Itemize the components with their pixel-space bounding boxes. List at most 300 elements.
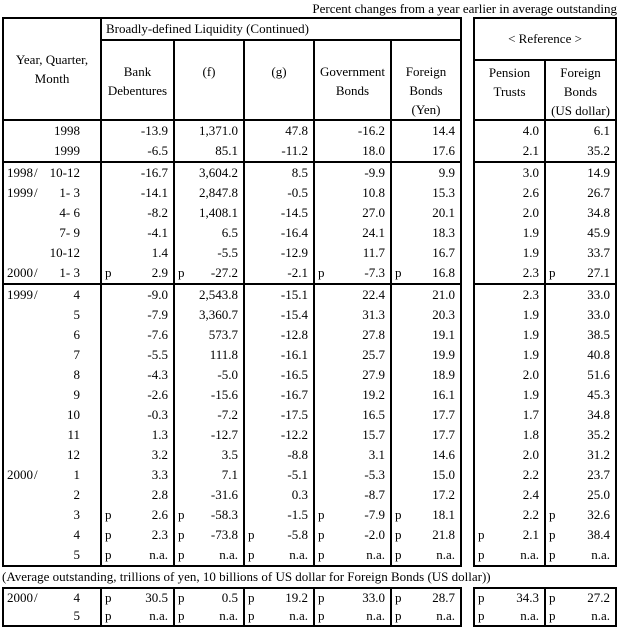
- cell-value: 27.9: [362, 367, 385, 382]
- value-cell: [245, 263, 315, 283]
- cell-value: 2.1: [522, 527, 539, 542]
- cell-value: -7.2: [217, 407, 238, 422]
- value-cell: [392, 485, 460, 505]
- period-label: 10: [67, 407, 80, 422]
- table-row: [475, 589, 615, 607]
- cell-value: 35.2: [587, 427, 610, 442]
- value-cell: [546, 405, 615, 425]
- value-cell: [245, 365, 315, 385]
- cell-value: n.a.: [219, 608, 238, 623]
- value-cell: [475, 223, 546, 243]
- cell-value: -16.7: [140, 165, 168, 180]
- value-cell: [392, 203, 460, 223]
- cell-value: 4.0: [522, 123, 539, 138]
- year-label: [4, 141, 34, 161]
- cell-value: 21.8: [432, 527, 455, 542]
- preliminary-marker: p: [318, 265, 325, 280]
- value-cell: [175, 445, 245, 465]
- preliminary-marker: p: [178, 265, 185, 280]
- value-cell: [392, 223, 460, 243]
- cell-value: -5.0: [217, 367, 238, 382]
- preliminary-marker: p: [478, 608, 485, 623]
- cell-value: n.a.: [520, 608, 539, 623]
- cell-value: -14.1: [140, 185, 168, 200]
- period-label: 1- 3: [59, 185, 80, 200]
- table-row: [4, 405, 460, 425]
- cell-value: -4.1: [147, 225, 168, 240]
- table-row: [4, 163, 460, 183]
- period-cell: [4, 525, 102, 545]
- cell-value: 33.0: [587, 307, 610, 322]
- cell-value: n.a.: [436, 547, 455, 562]
- value-cell: [392, 263, 460, 283]
- preliminary-marker: p: [105, 590, 112, 605]
- column-header-line: Foreign: [560, 65, 601, 80]
- preliminary-marker: p: [318, 507, 325, 522]
- preliminary-marker: p: [549, 265, 556, 280]
- cell-value: -12.9: [280, 245, 308, 260]
- column-header-line: Bonds: [563, 84, 598, 99]
- year-label: 1999: [7, 185, 33, 200]
- cell-value: -8.8: [287, 447, 308, 462]
- value-cell: [475, 121, 546, 141]
- value-cell: [245, 305, 315, 325]
- cell-value: 27.2: [587, 590, 610, 605]
- table-row: [475, 485, 615, 505]
- value-cell: [175, 385, 245, 405]
- table-row: [475, 223, 615, 243]
- cell-value: 27.8: [362, 327, 385, 342]
- value-cell: [175, 505, 245, 525]
- value-cell: [475, 365, 546, 385]
- value-cell: [102, 425, 175, 445]
- period-label: 1- 3: [59, 265, 80, 280]
- value-cell: [475, 445, 546, 465]
- cell-value: 14.6: [432, 447, 455, 462]
- value-cell: [392, 545, 460, 565]
- column-header-line: (Yen): [411, 102, 441, 117]
- value-cell: [175, 183, 245, 203]
- table-row: [475, 141, 615, 161]
- slash: /: [34, 265, 38, 280]
- value-cell: [475, 545, 546, 565]
- slash: [34, 505, 44, 525]
- value-cell: [392, 445, 460, 465]
- slash: [34, 325, 44, 345]
- value-cell: [315, 365, 392, 385]
- value-cell: [546, 163, 615, 183]
- value-cell: [546, 183, 615, 203]
- value-cell: [102, 203, 175, 223]
- table-row: [475, 285, 615, 305]
- cell-value: 27.0: [362, 205, 385, 220]
- cell-value: n.a.: [436, 608, 455, 623]
- value-cell: [392, 141, 460, 161]
- cell-value: 1.9: [522, 387, 539, 402]
- cell-value: 25.7: [362, 347, 385, 362]
- value-cell: [392, 121, 460, 141]
- preliminary-marker: p: [395, 590, 402, 605]
- value-cell: [546, 305, 615, 325]
- preliminary-marker: p: [105, 608, 112, 623]
- value-cell: [315, 589, 392, 607]
- period-cell: [4, 345, 102, 365]
- value-cell: [245, 203, 315, 223]
- units-footnote: (Average outstanding, trillions of yen, 10 billions of US dollar for Foreign Bonds (US dollar)): [2, 569, 491, 584]
- value-cell: [475, 325, 546, 345]
- cell-value: 2.3: [522, 265, 539, 280]
- value-cell: [245, 545, 315, 565]
- cell-value: -7.9: [364, 507, 385, 522]
- value-cell: [102, 385, 175, 405]
- value-cell: [315, 243, 392, 263]
- value-cell: [392, 465, 460, 485]
- value-cell: [546, 325, 615, 345]
- cell-value: 45.3: [587, 387, 610, 402]
- value-cell: [475, 183, 546, 203]
- table-row: [4, 243, 460, 263]
- period-cell: [4, 545, 102, 565]
- cell-value: -12.7: [210, 427, 238, 442]
- value-cell: [175, 141, 245, 161]
- preliminary-marker: p: [395, 507, 402, 522]
- value-cell: [315, 345, 392, 365]
- value-cell: [245, 325, 315, 345]
- cell-value: -73.8: [210, 527, 238, 542]
- value-cell: [102, 525, 175, 545]
- value-cell: [315, 385, 392, 405]
- value-cell: [102, 445, 175, 465]
- table-row: [4, 525, 460, 545]
- cell-value: 18.1: [432, 507, 455, 522]
- cell-value: n.a.: [366, 547, 385, 562]
- value-cell: [245, 465, 315, 485]
- cell-value: -0.3: [147, 407, 168, 422]
- table-row: [475, 405, 615, 425]
- cell-value: -4.3: [147, 367, 168, 382]
- cell-value: -5.5: [217, 245, 238, 260]
- value-cell: [546, 525, 615, 545]
- slash: [34, 485, 44, 505]
- cell-value: -15.6: [210, 387, 238, 402]
- reference-table-body: [475, 121, 615, 565]
- table-row: [4, 141, 460, 161]
- cell-value: 22.4: [362, 287, 385, 302]
- column-header-line: Bank: [123, 64, 152, 79]
- value-cell: [245, 285, 315, 305]
- value-cell: [392, 589, 460, 607]
- period-cell: [4, 163, 102, 183]
- cell-value: n.a.: [520, 547, 539, 562]
- value-cell: [475, 485, 546, 505]
- slash: [34, 121, 44, 141]
- cell-value: 34.3: [516, 590, 539, 605]
- cell-value: n.a.: [289, 547, 308, 562]
- cell-value: -9.9: [364, 165, 385, 180]
- cell-value: 6.5: [221, 225, 238, 240]
- preliminary-marker: p: [318, 527, 325, 542]
- value-cell: [245, 405, 315, 425]
- cell-value: 17.6: [432, 143, 455, 158]
- preliminary-marker: p: [248, 590, 255, 605]
- cell-value: 33.0: [362, 590, 385, 605]
- value-cell: [315, 285, 392, 305]
- value-cell: [175, 485, 245, 505]
- cell-value: 6.1: [593, 123, 610, 138]
- period-cell: [4, 589, 102, 607]
- value-cell: [475, 589, 546, 607]
- cell-value: n.a.: [219, 547, 238, 562]
- cell-value: -2.1: [287, 265, 308, 280]
- cell-value: 2.0: [522, 447, 539, 462]
- value-cell: [175, 465, 245, 485]
- value-cell: [245, 485, 315, 505]
- table-row: [475, 325, 615, 345]
- slash: [34, 545, 44, 565]
- period-cell: [4, 121, 102, 141]
- cell-value: 16.5: [362, 407, 385, 422]
- preliminary-marker: p: [478, 547, 485, 562]
- column-header-line: Foreign: [405, 64, 447, 79]
- year-label: [4, 121, 34, 141]
- value-cell: [175, 545, 245, 565]
- table-row: [4, 305, 460, 325]
- main-column-headers: [102, 41, 460, 119]
- cell-value: -5.8: [287, 527, 308, 542]
- preliminary-marker: p: [178, 507, 185, 522]
- table-row: [475, 545, 615, 565]
- cell-value: 3.5: [221, 447, 238, 462]
- reference-group-header: < Reference >: [475, 19, 615, 61]
- average-outstanding-table: [2, 587, 462, 627]
- column-header-line: (US dollar): [551, 103, 610, 118]
- value-cell: [546, 141, 615, 161]
- cell-value: 33.0: [587, 287, 610, 302]
- period-label: 5: [73, 608, 80, 623]
- value-cell: [392, 243, 460, 263]
- value-cell: [315, 505, 392, 525]
- preliminary-marker: p: [395, 547, 402, 562]
- value-cell: [546, 385, 615, 405]
- year-label: 2000: [7, 265, 33, 280]
- cell-value: 32.6: [587, 507, 610, 522]
- cell-value: n.a.: [289, 608, 308, 623]
- period-label: 4- 6: [59, 205, 80, 220]
- cell-value: 2.3: [151, 527, 168, 542]
- year-label: 1998: [7, 165, 33, 180]
- table-row: [4, 607, 460, 625]
- main-header-right: [102, 19, 460, 119]
- value-cell: [102, 545, 175, 565]
- table-row: [4, 365, 460, 385]
- table-row: [4, 505, 460, 525]
- table-row: [475, 183, 615, 203]
- cell-value: -5.5: [147, 347, 168, 362]
- value-cell: [245, 243, 315, 263]
- value-cell: [175, 365, 245, 385]
- value-cell: [475, 305, 546, 325]
- cell-value: -5.1: [287, 467, 308, 482]
- value-cell: [546, 485, 615, 505]
- table-row: [4, 285, 460, 305]
- value-cell: [245, 121, 315, 141]
- period-cell: [4, 203, 102, 223]
- period-cell: [4, 325, 102, 345]
- period-cell: [4, 445, 102, 465]
- cell-value: 25.0: [587, 487, 610, 502]
- table-row: [475, 445, 615, 465]
- value-cell: [102, 325, 175, 345]
- cell-value: -5.3: [364, 467, 385, 482]
- value-cell: [546, 545, 615, 565]
- value-cell: [546, 345, 615, 365]
- slash: [34, 425, 44, 445]
- value-cell: [175, 405, 245, 425]
- period-cell: [4, 183, 102, 203]
- main-table-body: [4, 121, 460, 565]
- cell-value: 1.7: [522, 407, 539, 422]
- preliminary-marker: p: [105, 527, 112, 542]
- year-label: [4, 203, 34, 223]
- period-cell: [4, 365, 102, 385]
- value-cell: [392, 505, 460, 525]
- period-cell: [4, 607, 102, 625]
- year-label: [4, 525, 34, 545]
- value-cell: [102, 365, 175, 385]
- table-row: [475, 385, 615, 405]
- table-row: [4, 589, 460, 607]
- year-label: [4, 223, 34, 243]
- value-cell: [175, 425, 245, 445]
- cell-value: 14.4: [432, 123, 455, 138]
- period-cell: [4, 425, 102, 445]
- preliminary-marker: p: [178, 608, 185, 623]
- preliminary-marker: p: [478, 527, 485, 542]
- value-cell: [102, 465, 175, 485]
- cell-value: 19.1: [432, 327, 455, 342]
- cell-value: 14.9: [587, 165, 610, 180]
- cell-value: 19.9: [432, 347, 455, 362]
- value-cell: [175, 203, 245, 223]
- value-cell: [546, 365, 615, 385]
- cell-value: 28.7: [432, 590, 455, 605]
- value-cell: [175, 305, 245, 325]
- cell-value: -7.6: [147, 327, 168, 342]
- reference-section-quarterly: [475, 163, 615, 285]
- cell-value: -17.5: [280, 407, 308, 422]
- slash: /: [34, 165, 38, 180]
- value-cell: [546, 589, 615, 607]
- cell-value: 51.6: [587, 367, 610, 382]
- cell-value: 10.8: [362, 185, 385, 200]
- year-quarter-month-header: [4, 19, 102, 119]
- slash: [34, 203, 44, 223]
- value-cell: [245, 505, 315, 525]
- column-header-line: Debentures: [107, 83, 168, 98]
- value-cell: [315, 183, 392, 203]
- value-cell: [392, 345, 460, 365]
- period-label: 5: [73, 307, 80, 322]
- period-cell: [4, 305, 102, 325]
- cell-value: 2.9: [151, 265, 168, 280]
- table-row: [4, 545, 460, 565]
- value-cell: [475, 345, 546, 365]
- cell-value: -0.5: [287, 185, 308, 200]
- value-cell: [546, 425, 615, 445]
- cell-value: -11.2: [281, 143, 308, 158]
- cell-value: 1.4: [151, 245, 168, 260]
- cell-value: 2.0: [522, 205, 539, 220]
- cell-value: 1.3: [151, 427, 168, 442]
- value-cell: [315, 223, 392, 243]
- cell-value: 16.8: [432, 265, 455, 280]
- value-cell: [102, 263, 175, 283]
- cell-value: 3.1: [368, 447, 385, 462]
- period-cell: [4, 405, 102, 425]
- cell-value: -2.0: [364, 527, 385, 542]
- period-label: 1998: [54, 123, 80, 138]
- cell-value: 2.4: [522, 487, 539, 502]
- cell-value: 20.1: [432, 205, 455, 220]
- value-cell: [175, 589, 245, 607]
- value-cell: [546, 465, 615, 485]
- period-label: 12: [67, 447, 80, 462]
- value-cell: [245, 607, 315, 625]
- value-cell: [475, 385, 546, 405]
- period-cell: [4, 485, 102, 505]
- year-label: [4, 405, 34, 425]
- cell-value: 7.1: [221, 467, 238, 482]
- cell-value: 38.5: [587, 327, 610, 342]
- period-label: 11: [67, 427, 80, 442]
- table-row: [4, 465, 460, 485]
- period-cell: [4, 141, 102, 161]
- column-header-line: (g): [271, 64, 287, 79]
- cell-value: 34.8: [587, 407, 610, 422]
- period-cell: [4, 263, 102, 283]
- table-row: [4, 223, 460, 243]
- cell-value: 15.0: [432, 467, 455, 482]
- value-cell: [546, 263, 615, 283]
- value-cell: [175, 163, 245, 183]
- period-cell: [4, 223, 102, 243]
- year-header-line-2: Month: [34, 71, 70, 86]
- preliminary-marker: p: [395, 527, 402, 542]
- value-cell: [175, 285, 245, 305]
- slash: /: [34, 287, 38, 302]
- slash: /: [34, 185, 38, 200]
- year-label: [4, 445, 34, 465]
- preliminary-marker: p: [318, 590, 325, 605]
- value-cell: [245, 445, 315, 465]
- cell-value: 19.2: [285, 590, 308, 605]
- value-cell: [392, 385, 460, 405]
- column-header-line: Bonds: [335, 83, 370, 98]
- period-label: 10-12: [49, 165, 80, 180]
- value-cell: [475, 405, 546, 425]
- year-label: [4, 243, 34, 263]
- cell-value: 23.7: [587, 467, 610, 482]
- value-cell: [175, 243, 245, 263]
- cell-value: n.a.: [149, 608, 168, 623]
- value-cell: [475, 285, 546, 305]
- table-row: [475, 505, 615, 525]
- preliminary-marker: p: [318, 547, 325, 562]
- value-cell: [475, 163, 546, 183]
- cell-value: 2.2: [522, 507, 539, 522]
- year-header-line-1: Year, Quarter,: [15, 52, 89, 67]
- cell-value: -1.5: [287, 507, 308, 522]
